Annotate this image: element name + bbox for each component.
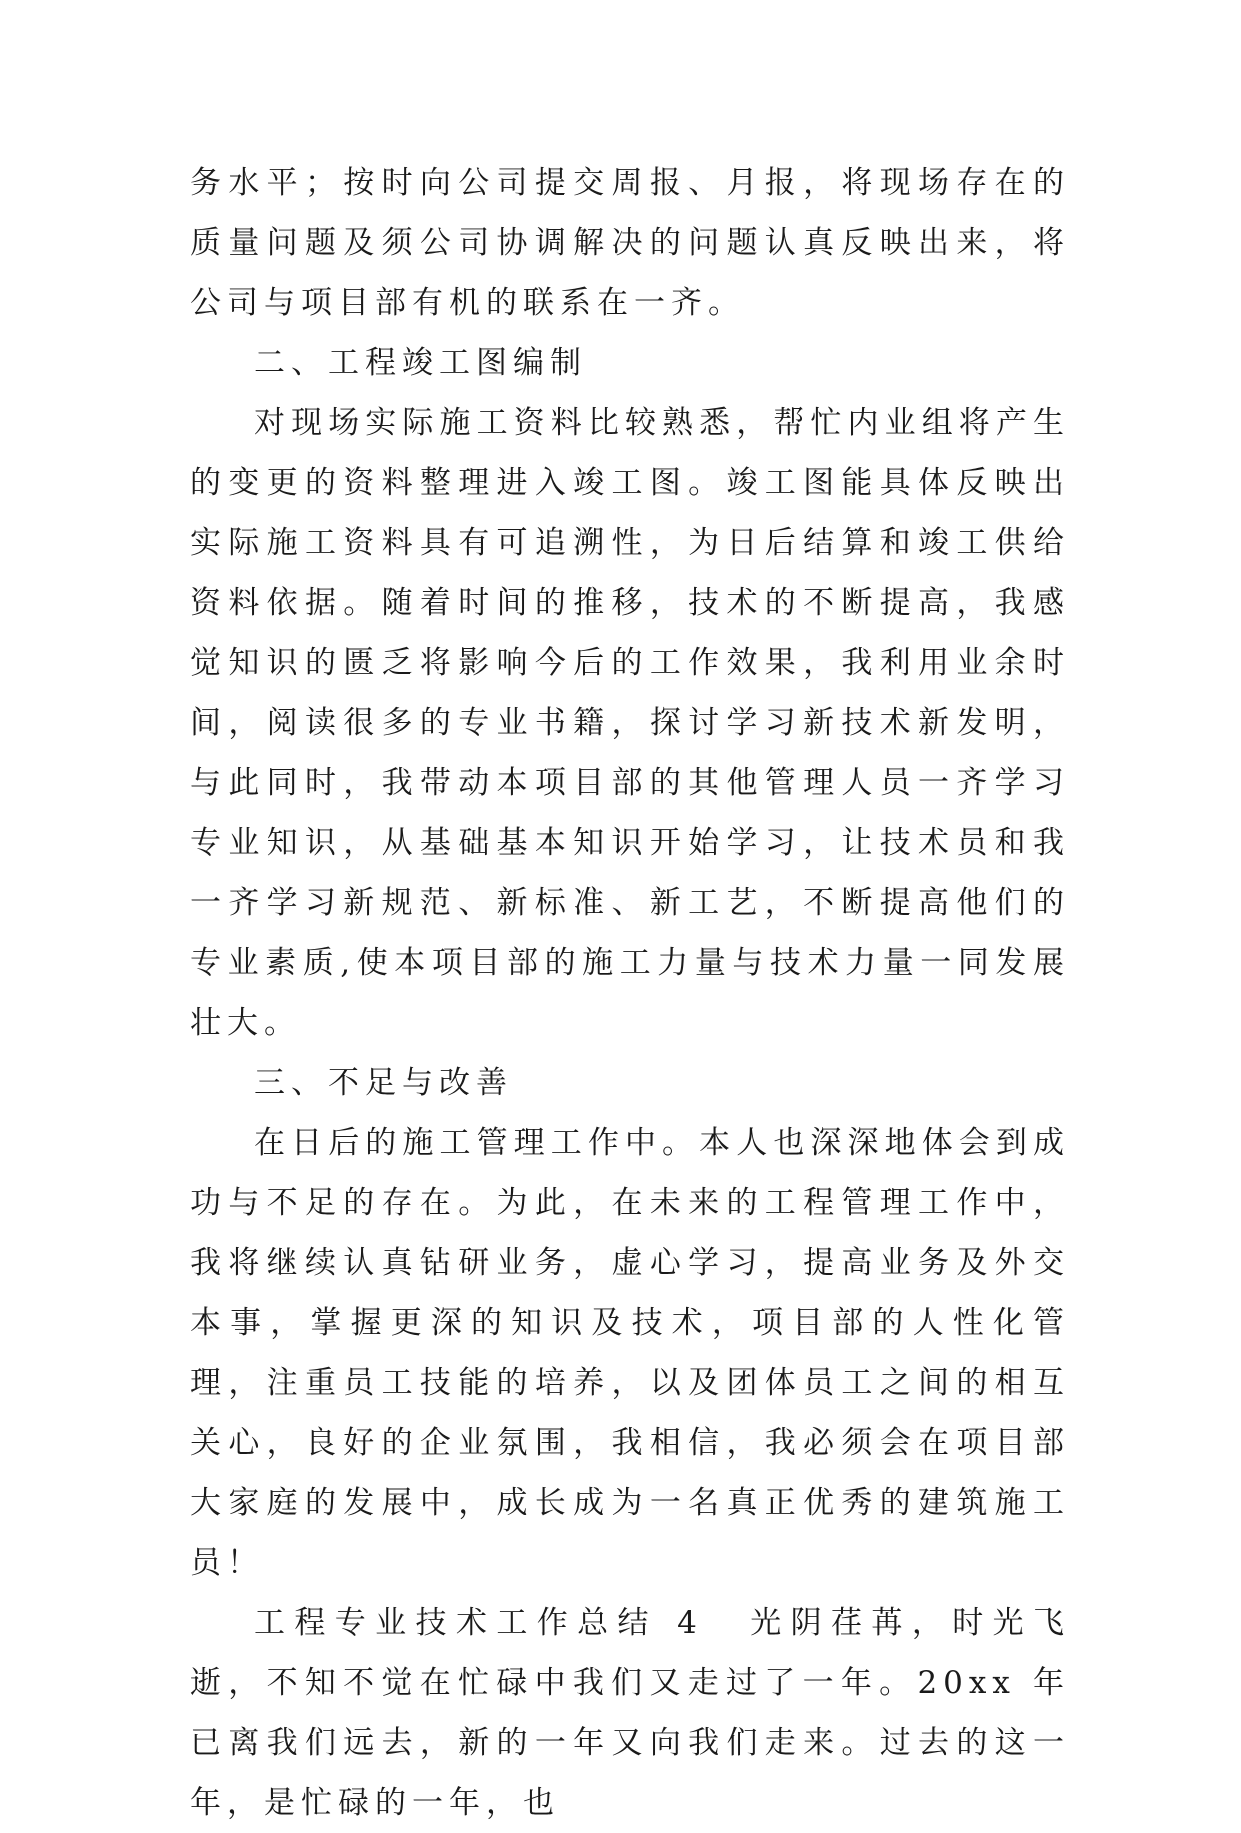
paragraph-section-2: 对现场实际施工资料比较熟悉，帮忙内业组将产生的变更的资料整理进入竣工图。竣工图能具体反映出实际施工资料具有可追溯性，为日后结算和竣工供给资料依据。随着时间的推移，技术的不断提高，我感觉知识的匮乏将影响今后的工作效果，我利用业余时间，阅读很多的专业书籍，探讨学习新技术新发明，与此同时，我带动本项目部的其他管理人员一齐学习专业知识，从基础基本知识开始学习，让技术员和我一齐学习新规范、新标准、新工艺，不断提高他们的专业素质,使本项目部的施工力量与技术力量一同发展壮大。 (190, 405, 1070, 1041)
paragraph-continued: 务水平；按时向公司提交周报、月报，将现场存在的质量问题及须公司协调解决的问题认真反映出来，将公司与项目部有机的联系在一齐。 (190, 165, 1070, 321)
paragraph-section-4 (190, 1593, 1070, 1833)
section-4-title: 工程专业技术工作总结 4 (254, 1605, 703, 1641)
section-heading-3: 三、不足与改善 (254, 1065, 513, 1101)
paragraph-section-3: 在日后的施工管理工作中。本人也深深地体会到成功与不足的存在。为此，在未来的工程管理工作中，我将继续认真钻研业务，虚心学习，提高业务及外交本事，掌握更深的知识及技术，项目部的人性化管理，注重员工技能的培养，以及团体员工之间的相互关心，良好的企业氛围，我相信，我必须会在项目部大家庭的发展中，成长成为一名真正优秀的建筑施工员！ (190, 1125, 1070, 1581)
section-heading-2: 二、工程竣工图编制 (254, 345, 587, 381)
section-4-body: 光阴荏苒，时光飞逝，不知不觉在忙碌中我们又走过了一年。20xx 年已离我们远去，新的一年又向我们走来。过去的这一年，是忙碌的一年，也 (190, 1605, 1070, 1821)
document-body (190, 153, 1070, 1833)
